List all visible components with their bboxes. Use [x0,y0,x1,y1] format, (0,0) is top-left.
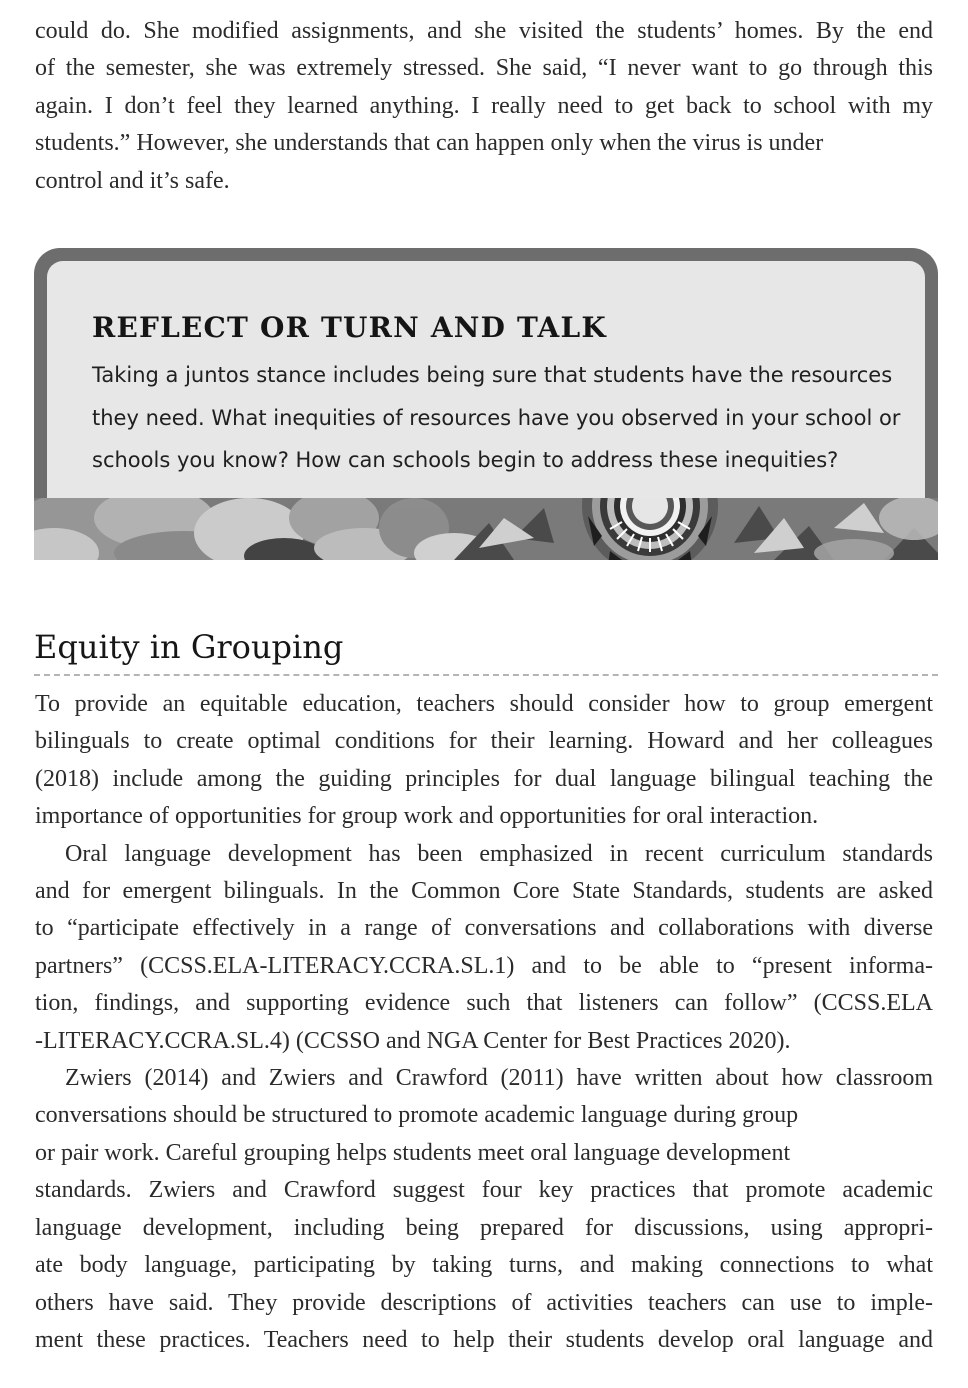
reflect-prompt [92,354,912,482]
body-line: Zwiers (2014) and Zwiers and Crawford (2011) have written about how classroom [65,1065,933,1092]
body-line: others have said. They provide descriptions of activities teachers can use to imple- [35,1289,933,1316]
body-line: (2018) include among the guiding principles for dual language bilingual teaching the [35,765,933,792]
body-line: to “participate effectively in a range of conversations and collaborations with diverse [35,915,933,942]
reflect-panel [47,261,925,511]
section-heading: Equity in Grouping [34,628,344,666]
body-line: tion, findings, and supporting evidence such that listeners can follow” (CCSS.ELA [35,990,933,1017]
main-body [35,686,933,1359]
intro-line: again. I don’t feel they learned anything. I really need to get back to school with my [35,92,933,119]
reflect-box [34,248,938,560]
intro-line: control and it’s safe. [35,167,230,194]
intro-line: could do. She modified assignments, and she visited the students’ homes. By the end [35,18,933,44]
reflect-title: REFLECT OR TURN AND TALK [92,311,607,344]
intro-paragraph [35,13,933,200]
body-line: partners” (CCSS.ELA-LITERACY.CCRA.SL.1) and to be able to “present informa- [35,952,933,979]
body-line: standards. Zwiers and Crawford suggest four key practices that promote academic [35,1177,933,1204]
body-line: ment these practices. Teachers need to help their students develop oral language and [35,1326,933,1353]
body-line: Oral language development has been emphasized in recent curriculum standards [65,840,933,867]
body-line: -LITERACY.CCRA.SL.4) (CCSSO and NGA Center for Best Practices 2020). [35,1027,791,1054]
reflect-line: Taking a juntos stance includes being sure that students have the resources [92,363,893,387]
body-line: ate body language, participating by taking turns, and making connections to what [35,1252,933,1279]
body-line: conversations should be structured to promote academic language during group [35,1102,799,1129]
body-line: To provide an equitable education, teachers should consider how to group emergent [35,691,933,717]
body-line: or pair work. Careful grouping helps students meet oral language development [35,1139,791,1166]
intro-line: students.” However, she understands that can happen only when the virus is under [35,130,824,157]
heading-divider [34,674,938,676]
body-line: language development, including being prepared for discussions, using appropri- [35,1214,933,1241]
intro-line: of the semester, she was extremely stressed. She said, “I never want to go through this [35,55,933,82]
reflect-line: they need. What inequities of resources have you observed in your school or [92,405,901,430]
mandala-pattern-icon [34,498,938,560]
body-line: and for emergent bilinguals. In the Common Core State Standards, students are asked [35,878,933,905]
body-line: importance of opportunities for group work and opportunities for oral interaction. [35,803,819,830]
body-line: bilinguals to create optimal conditions for their learning. Howard and her colleagues [35,728,933,755]
reflect-line: schools you know? How can schools begin to address these inequities? [92,448,839,472]
